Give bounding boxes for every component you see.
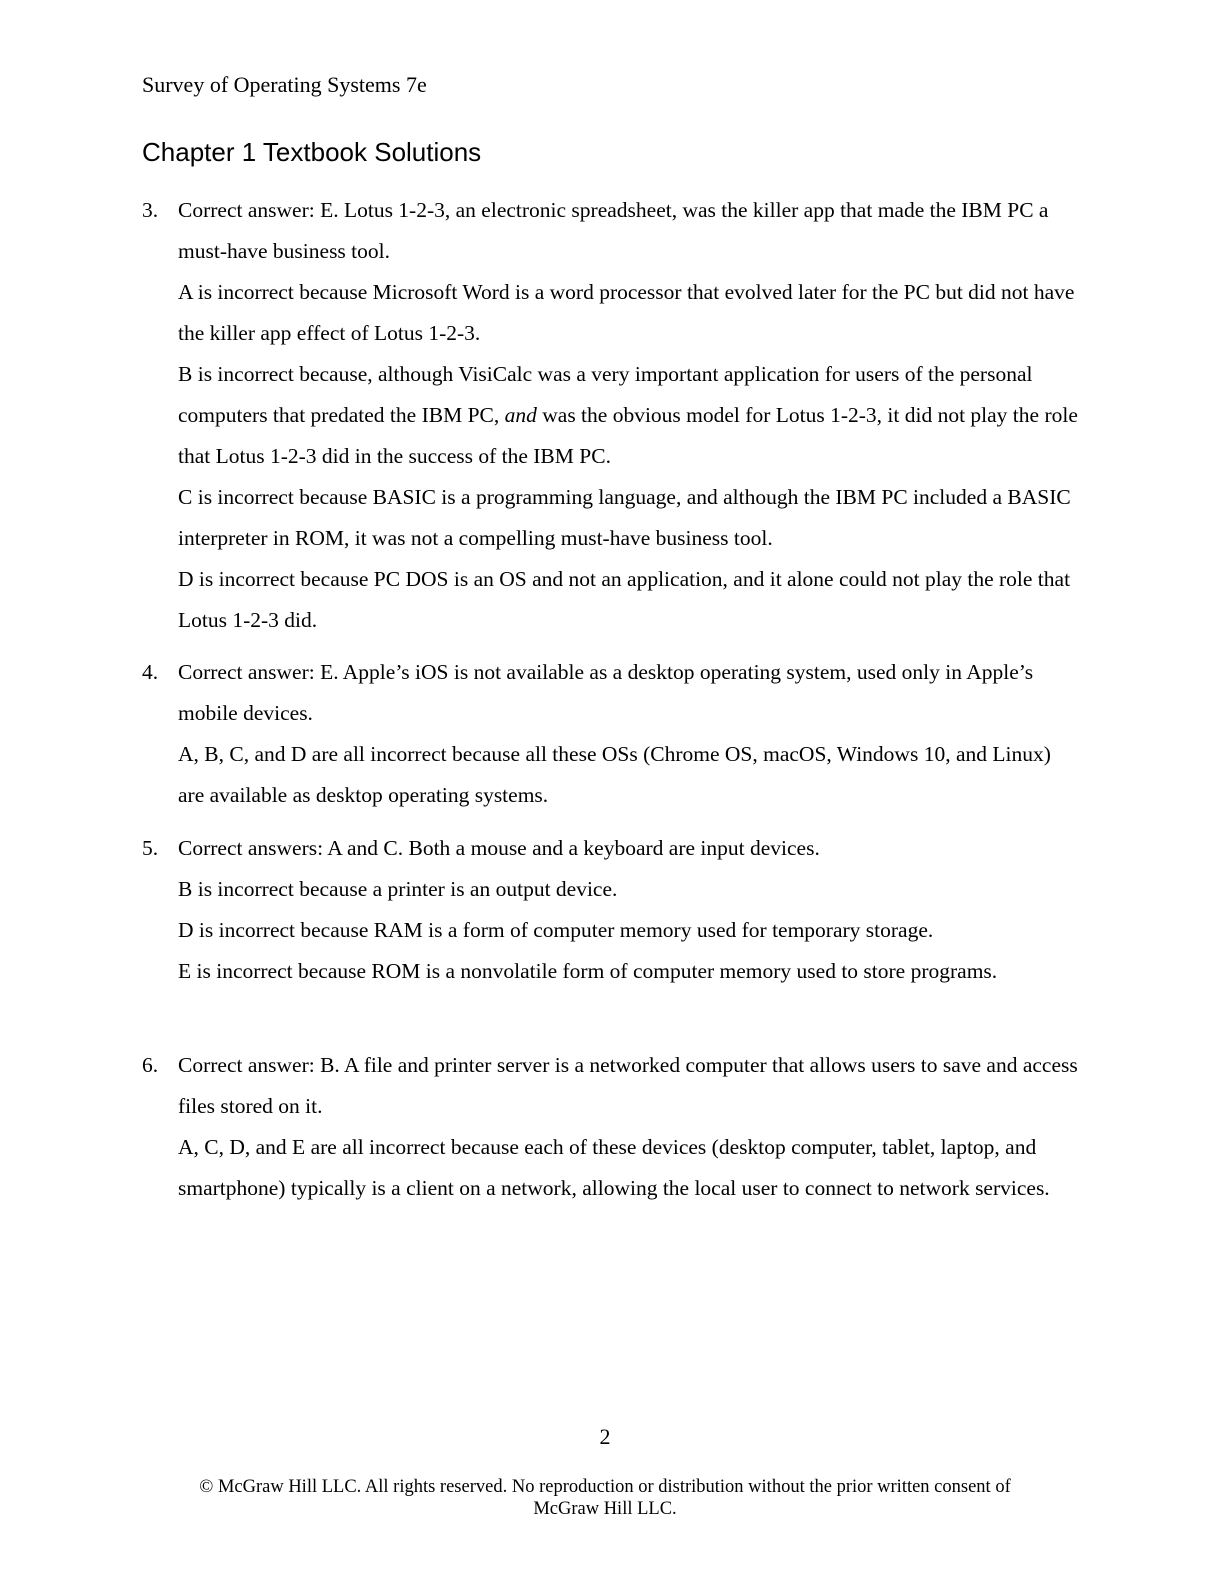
- explanation-c: C is incorrect because BASIC is a programming language, and although the IBM PC included a BASIC interpreter in ROM, it was not a compelling must-have business tool.: [178, 485, 1071, 550]
- correct-answer-text: Correct answer: E. Lotus 1-2-3, an electronic spreadsheet, was the killer app that made the IBM PC a must-have business tool.: [178, 198, 1049, 263]
- explanation-b: B is incorrect because a printer is an output device.: [178, 877, 618, 901]
- explanation-b-part2: was the obvious model for Lotus 1-2-3, it did not play the role that Lotus 1-2-3 did in the success of the IBM PC.: [178, 403, 1078, 468]
- question-5: [142, 828, 1082, 992]
- explanation-b-part1: B is incorrect because, although VisiCalc was a very important application for users of the personal computers that predated the IBM PC,: [178, 362, 1033, 427]
- emphasis-word: and: [504, 403, 537, 427]
- explanation-abcd: A, B, C, and D are all incorrect because all these OSs (Chrome OS, macOS, Windows 10, and Linux) are available as desktop operating systems.: [178, 742, 1051, 807]
- correct-answer-text: Correct answers: A and C. Both a mouse and a keyboard are input devices.: [178, 836, 820, 860]
- question-number: 4.: [142, 660, 159, 684]
- page-number: 2: [599, 1424, 611, 1449]
- page-title: Chapter 1 Textbook Solutions: [142, 137, 482, 167]
- answer-body: [178, 828, 1082, 992]
- question-4: [142, 652, 1082, 816]
- answer-body: [178, 652, 1082, 816]
- correct-answer-text: Correct answer: E. Apple’s iOS is not available as a desktop operating system, used only in Apple’s mobile devices.: [178, 660, 1034, 725]
- answer-body: [178, 190, 1082, 641]
- question-number: 6.: [142, 1053, 159, 1077]
- explanation-e: E is incorrect because ROM is a nonvolatile form of computer memory used to store programs.: [178, 959, 998, 983]
- explanation-d: D is incorrect because RAM is a form of computer memory used for temporary storage.: [178, 918, 934, 942]
- footer-line-1: © McGraw Hill LLC. All rights reserved. No reproduction or distribution without the prior written consent of: [199, 1477, 1011, 1497]
- explanation-b: [178, 354, 1082, 477]
- explanation-acde: A, C, D, and E are all incorrect because each of these devices (desktop computer, tablet, laptop, and smartphone) typically is a client on a network, allowing the local user to connect to network services.: [178, 1135, 1050, 1200]
- answer-body: [178, 1045, 1082, 1209]
- question-3: [142, 190, 1082, 641]
- explanation-a: A is incorrect because Microsoft Word is a word processor that evolved later for the PC but did not have the killer app effect of Lotus 1-2-3.: [178, 280, 1075, 345]
- question-number: 3.: [142, 198, 159, 222]
- correct-answer-text: Correct answer: B. A file and printer server is a networked computer that allows users to save and access files stored on it.: [178, 1053, 1078, 1118]
- explanation-d: D is incorrect because PC DOS is an OS and not an application, and it alone could not play the role that Lotus 1-2-3 did.: [178, 567, 1071, 632]
- question-6: [142, 1045, 1082, 1209]
- footer-line-2: McGraw Hill LLC.: [533, 1499, 677, 1519]
- running-header: Survey of Operating Systems 7e: [142, 72, 427, 97]
- question-number: 5.: [142, 836, 159, 860]
- copyright-footer: [0, 1476, 1210, 1520]
